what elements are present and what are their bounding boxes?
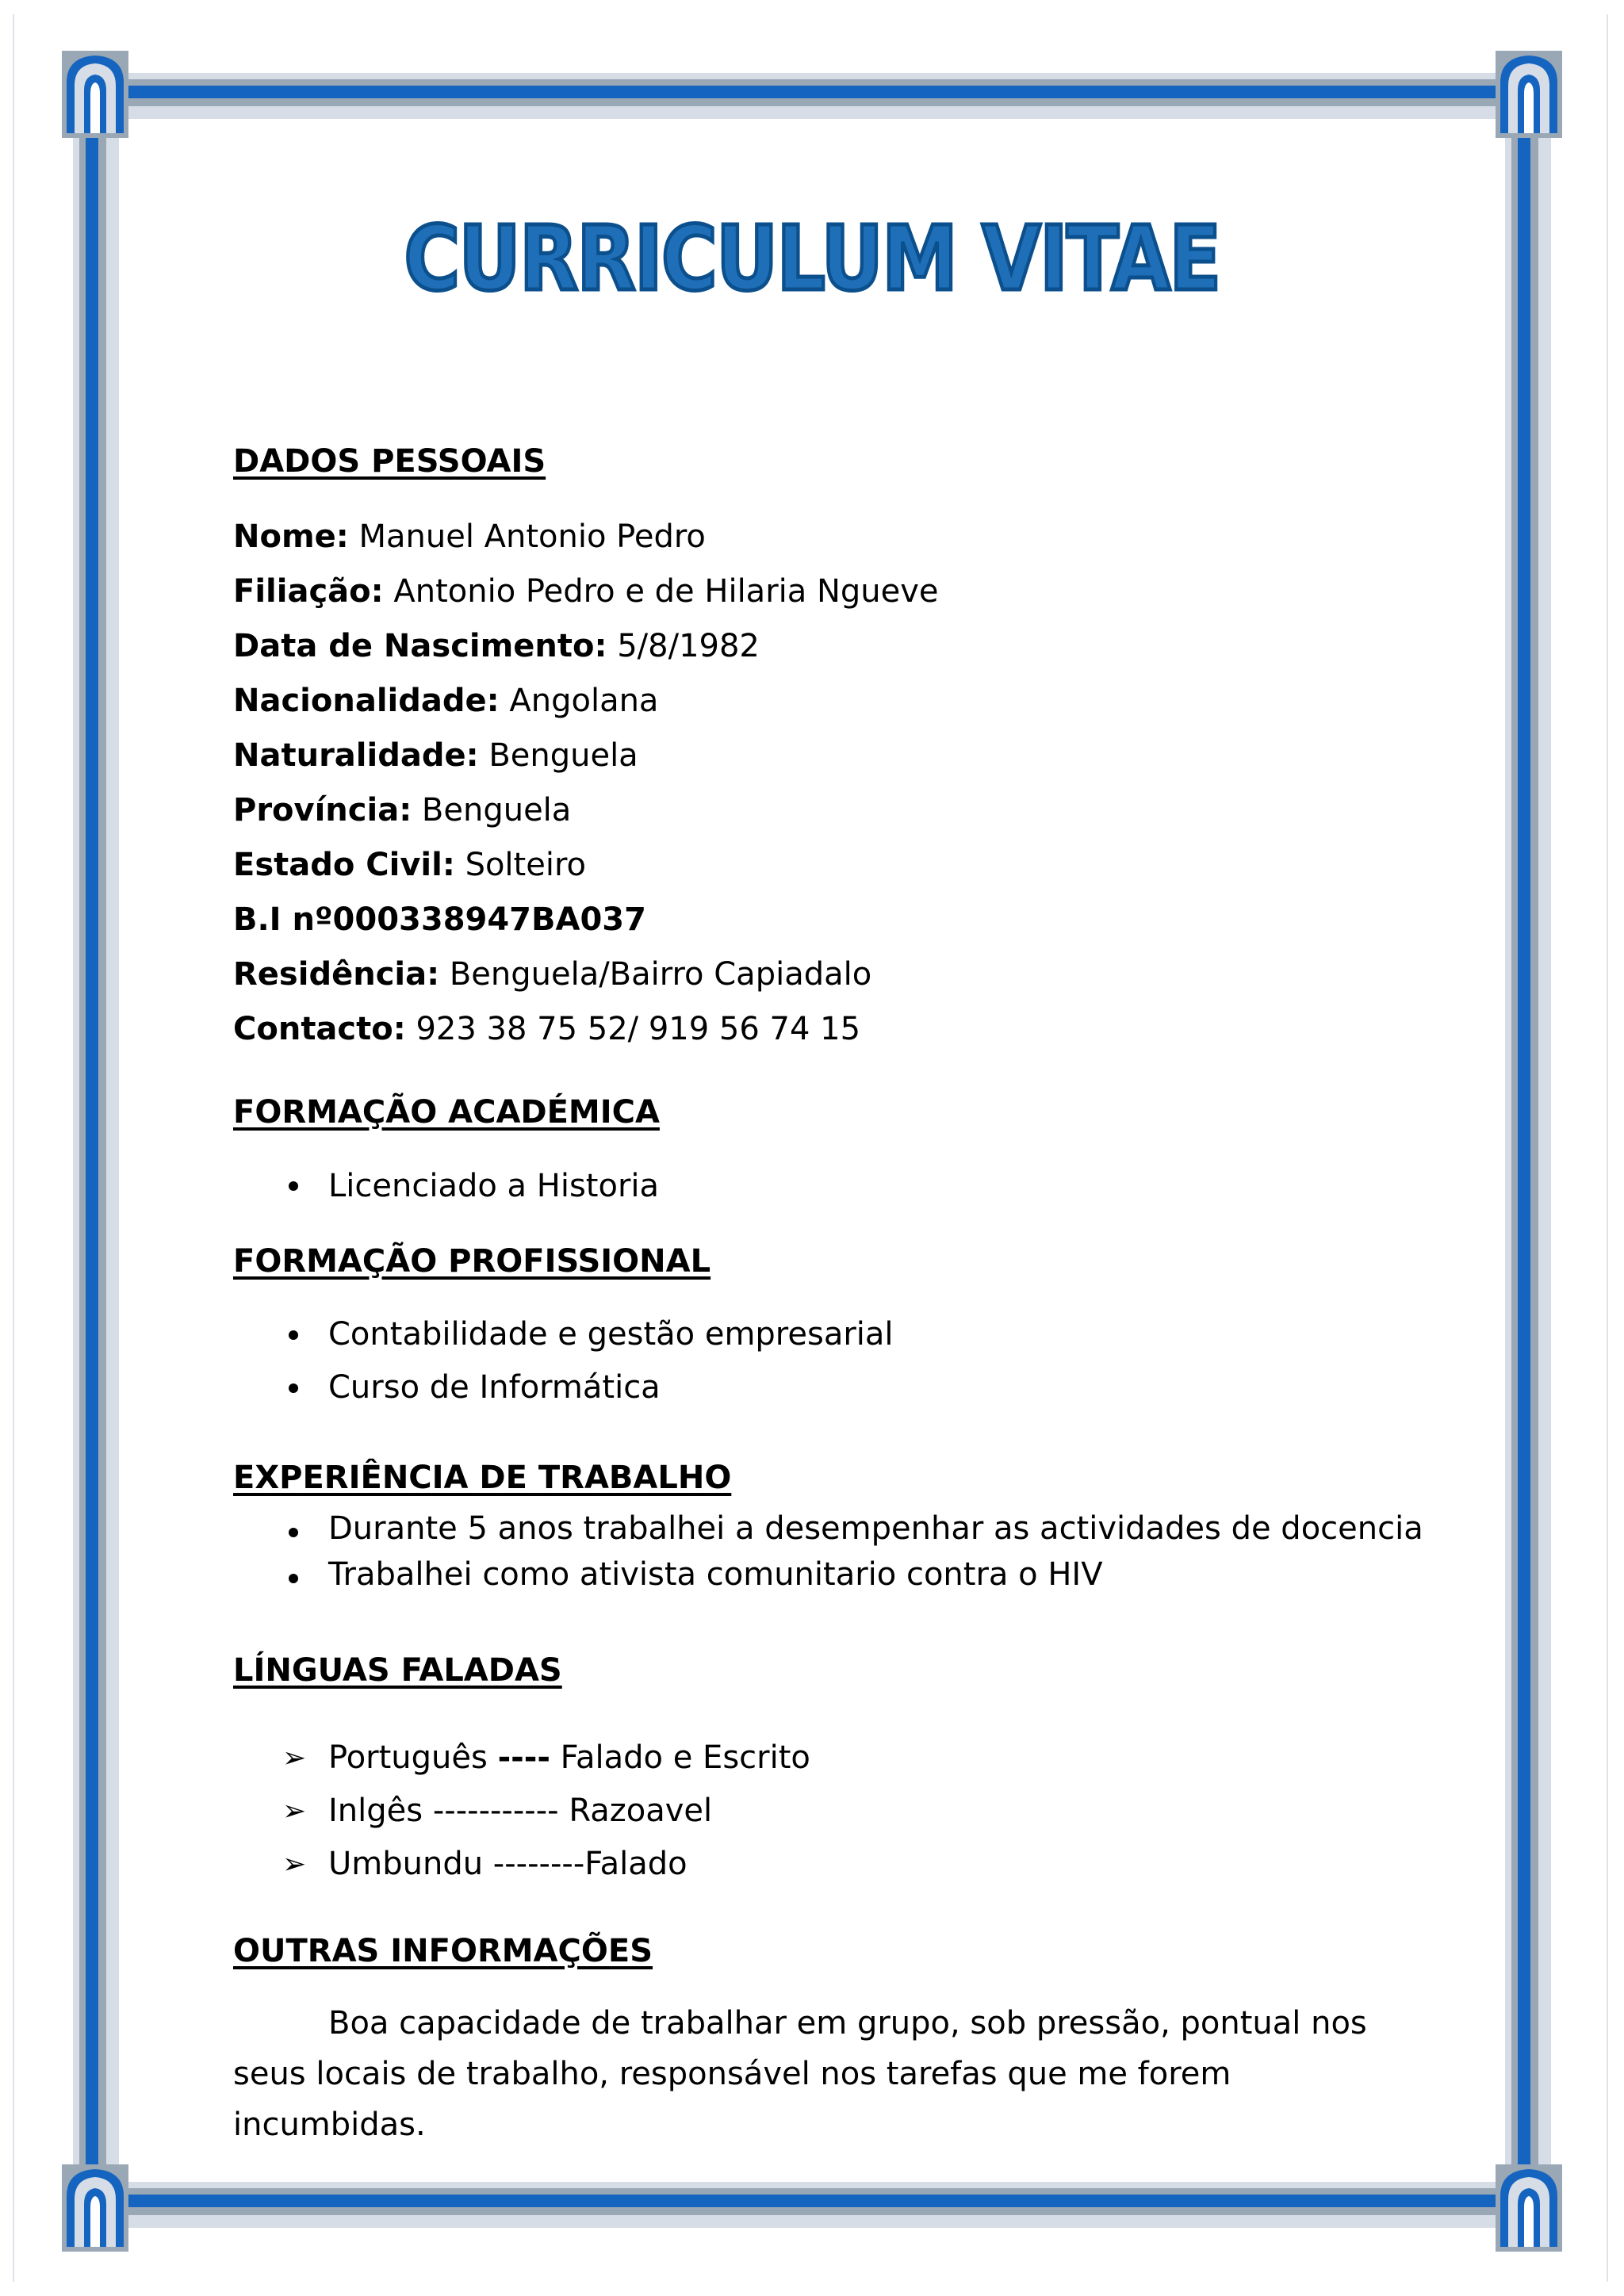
list-item: Trabalhei como ativista comunitario contra o HIV bbox=[233, 1552, 1407, 1598]
language-name: Inlgês bbox=[328, 1793, 433, 1829]
personal-data-list bbox=[233, 510, 1407, 1057]
field-nome bbox=[233, 510, 1407, 564]
language-separator: -------- bbox=[492, 1846, 585, 1882]
language-name: Umbundu bbox=[328, 1846, 493, 1882]
section-heading-dados-pessoais: DADOS PESSOAIS bbox=[233, 443, 546, 480]
field-label: Nacionalidade: bbox=[233, 683, 500, 719]
list-item: Licenciado a Historia bbox=[233, 1159, 1407, 1214]
document-title: CURRICULUM VITAE bbox=[404, 208, 1220, 311]
field-label: Nome: bbox=[233, 519, 349, 555]
field-naturalidade bbox=[233, 729, 1407, 783]
language-separator: ----------- bbox=[432, 1793, 559, 1829]
field-filiacao bbox=[233, 564, 1407, 619]
field-label: B.I nº000338947BA037 bbox=[233, 901, 646, 938]
section-heading-outras: OUTRAS INFORMAÇÕES bbox=[233, 1933, 653, 1969]
frame-corner-ornament-icon bbox=[1496, 51, 1562, 138]
field-label: Residência: bbox=[233, 956, 440, 993]
field-value: Angolana bbox=[509, 683, 659, 719]
experience-list bbox=[233, 1506, 1423, 1598]
frame-right-border bbox=[1505, 111, 1551, 2185]
language-level: Falado e Escrito bbox=[550, 1739, 810, 1776]
section-heading-experiencia: EXPERIÊNCIA DE TRABALHO bbox=[233, 1460, 732, 1496]
field-value: 923 38 75 52/ 919 56 74 15 bbox=[416, 1011, 861, 1047]
arrow-bullet-icon: ➢ bbox=[282, 1795, 307, 1827]
field-residencia bbox=[233, 947, 1407, 1002]
language-level: Razoavel bbox=[558, 1793, 713, 1829]
field-provincia bbox=[233, 783, 1407, 838]
frame-corner-ornament-icon bbox=[62, 2164, 128, 2252]
other-info-paragraph: Boa capacidade de trabalhar em grupo, sob pressão, pontual nos seus locais de trabalho, responsável nos tarefas que me forem incumbidas. bbox=[233, 2005, 1367, 2143]
field-value: 5/8/1982 bbox=[617, 628, 760, 664]
frame-corner-ornament-icon bbox=[62, 51, 128, 138]
list-item: Curso de Informática bbox=[233, 1361, 1407, 1414]
language-name: Português bbox=[328, 1739, 498, 1776]
frame-bottom-border bbox=[111, 2182, 1513, 2228]
field-data-nascimento bbox=[233, 619, 1407, 674]
academic-list bbox=[233, 1159, 1407, 1214]
languages-list bbox=[233, 1732, 1407, 1891]
arrow-bullet-icon: ➢ bbox=[282, 1848, 307, 1881]
frame-top-border bbox=[111, 73, 1513, 119]
language-item bbox=[233, 1785, 1407, 1838]
professional-list bbox=[233, 1308, 1407, 1414]
list-item: Durante 5 anos trabalhei a desempenhar as actividades de docencia bbox=[233, 1506, 1407, 1552]
language-item bbox=[233, 1838, 1407, 1891]
field-label: Naturalidade: bbox=[233, 737, 479, 774]
field-bi bbox=[233, 893, 1407, 947]
field-contacto bbox=[233, 1002, 1407, 1057]
field-value: Antonio Pedro e de Hilaria Ngueve bbox=[393, 573, 939, 610]
field-value: Solteiro bbox=[465, 847, 586, 883]
field-value: Benguela bbox=[421, 792, 572, 828]
field-value: Benguela bbox=[488, 737, 638, 774]
cv-body bbox=[233, 434, 1423, 2150]
section-heading-linguas: LÍNGUAS FALADAS bbox=[233, 1652, 562, 1689]
field-label: Estado Civil: bbox=[233, 847, 455, 883]
frame-corner-ornament-icon bbox=[1496, 2164, 1562, 2252]
field-estado-civil bbox=[233, 838, 1407, 893]
frame-left-border bbox=[73, 111, 119, 2185]
language-level: Falado bbox=[584, 1846, 688, 1882]
field-value: Benguela/Bairro Capiadalo bbox=[449, 956, 872, 993]
field-value: Manuel Antonio Pedro bbox=[358, 519, 706, 555]
list-item: Contabilidade e gestão empresarial bbox=[233, 1308, 1407, 1361]
field-label: Província: bbox=[233, 792, 412, 828]
section-heading-formacao-academica: FORMAÇÃO ACADÉMICA bbox=[233, 1094, 660, 1131]
language-item bbox=[233, 1732, 1407, 1785]
field-label: Data de Nascimento: bbox=[233, 628, 607, 664]
section-heading-formacao-profissional: FORMAÇÃO PROFISSIONAL bbox=[233, 1243, 711, 1280]
language-separator: ---- bbox=[497, 1739, 550, 1776]
field-label: Filiação: bbox=[233, 573, 384, 610]
arrow-bullet-icon: ➢ bbox=[282, 1742, 307, 1774]
field-label: Contacto: bbox=[233, 1011, 406, 1047]
field-nacionalidade bbox=[233, 674, 1407, 729]
